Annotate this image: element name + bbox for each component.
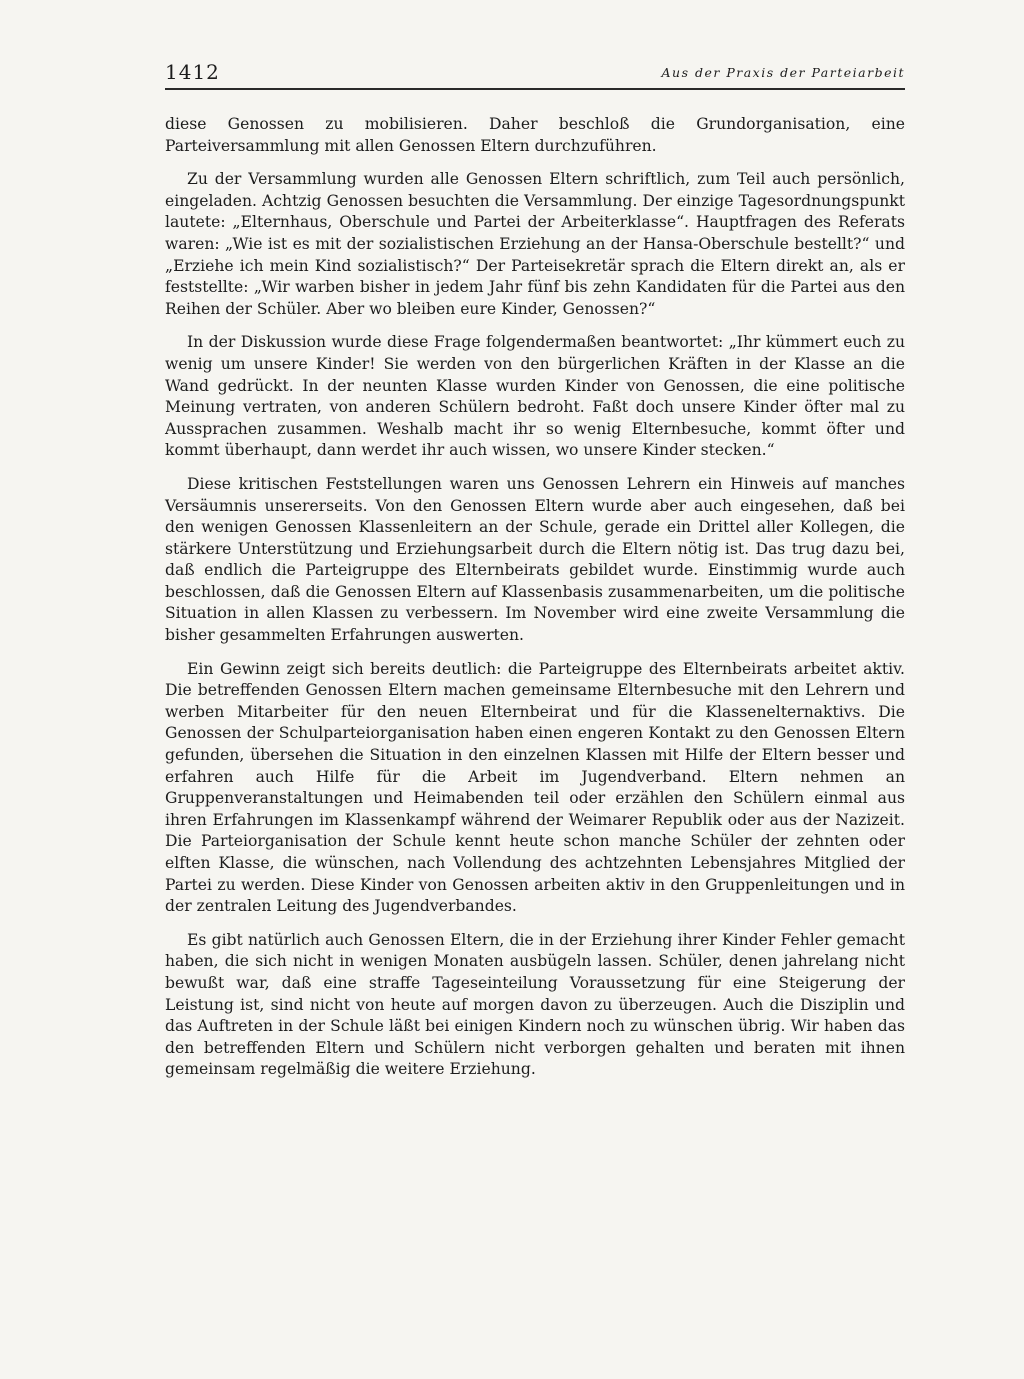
document-page — [165, 58, 905, 1093]
paragraph: Diese kritischen Feststellungen waren uns Genossen Lehrern ein Hinweis auf manches Versäumnis unsererseits. Von den Genossen Eltern wurde aber auch eingesehen, daß bei den wenigen Genossen Klassenleitern an der Schule, gerade ein Drittel aller Kollegen, die stärkere Unterstützung und Erziehungsarbeit durch die Eltern nötig ist. Das trug dazu bei, daß endlich die Parteigruppe des Elternbeirats gebildet wurde. Einstimmig wurde auch beschlossen, daß die Genossen Eltern auf Klassenbasis zusammenarbeiten, um die politische Situation in allen Klassen zu verbessern. Im November wird eine zweite Versammlung die bisher gesammelten Erfahrungen auswerten. — [165, 474, 905, 645]
paragraph-continued: diese Genossen zu mobilisieren. Daher beschloß die Grundorganisation, eine Parteiversammlung mit allen Genossen Eltern durchzuführen. — [165, 115, 905, 155]
paragraph: Zu der Versammlung wurden alle Genossen Eltern schriftlich, zum Teil auch persönlich, eingeladen. Achtzig Genossen besuchten die Versammlung. Der einzige Tagesordnungspunkt lautete: „Elternhaus, Oberschule und Partei der Arbeiterklasse“. Hauptfragen des Referats waren: „Wie ist es mit der sozialistischen Erziehung an der Hansa-Oberschule bestellt?“ und „Erziehe ich mein Kind sozialistisch?“ Der Parteisekretär sprach die Eltern direkt an, als er feststellte: „Wir warben bisher in jedem Jahr fünf bis zehn Kandidaten für die Partei aus den Reihen der Schüler. Aber wo bleiben eure Kinder, Genossen?“ — [165, 170, 905, 318]
body-text — [165, 114, 905, 1081]
paragraph: Ein Gewinn zeigt sich bereits deutlich: die Parteigruppe des Elternbeirats arbeitet aktiv. Die betreffenden Genossen Eltern machen gemeinsame Elternbesuche mit den Lehrern und werben Mitarbeiter für den neuen Elternbeirat und für die Klassenelternaktivs. Die Genossen der Schulparteiorganisation haben einen engeren Kontakt zu den Genossen Eltern gefunden, übersehen die Situation in den einzelnen Klassen mit Hilfe der Eltern besser und erfahren auch Hilfe für die Arbeit im Jugendverband. Eltern nehmen an Gruppenveranstaltungen und Heimabenden teil oder erzählen den Schülern einmal aus ihren Erfahrungen im Klassenkampf während der Weimarer Republik oder aus der Nazizeit. Die Parteiorganisation der Schule kennt heute schon manche Schüler der zehnten oder elften Klasse, die wünschen, nach Vollendung des achtzehnten Lebensjahres Mitglied der Partei zu werden. Diese Kinder von Genossen arbeiten aktiv in den Gruppenleitungen und in der zentralen Leitung des Jugendverbandes. — [165, 659, 905, 916]
page-number: 1412 — [165, 60, 220, 84]
paragraph: In der Diskussion wurde diese Frage folgendermaßen beantwortet: „Ihr kümmert euch zu wenig um unsere Kinder! Sie werden von den bürgerlichen Kräften in der Klasse an die Wand gedrückt. In der neunten Klasse wurden Kinder von Genossen, die eine politische Meinung vertraten, von anderen Schülern bedroht. Faßt doch unsere Kinder öfter mal zu Aussprachen zusammen. Weshalb macht ihr so wenig Elternbesuche, kommt öfter und kommt überhaupt, dann werdet ihr auch wissen, wo unsere Kinder stecken.“ — [165, 333, 905, 460]
page-header — [165, 58, 905, 90]
running-head: Aus der Praxis der Parteiarbeit — [661, 65, 905, 80]
paragraph: Es gibt natürlich auch Genossen Eltern, die in der Erziehung ihrer Kinder Fehler gemacht haben, die sich nicht in wenigen Monaten ausbügeln lassen. Schüler, denen jahrelang nicht bewußt war, daß eine straffe Tageseinteilung Voraussetzung für eine Steigerung der Leistung ist, sind nicht von heute auf morgen davon zu überzeugen. Auch die Disziplin und das Auftreten in der Schule läßt bei einigen Kindern noch zu wünschen übrig. Wir haben das den betreffenden Eltern und Schülern nicht verborgen gehalten und beraten mit ihnen gemeinsam regelmäßig die weitere Erziehung. — [165, 930, 905, 1079]
